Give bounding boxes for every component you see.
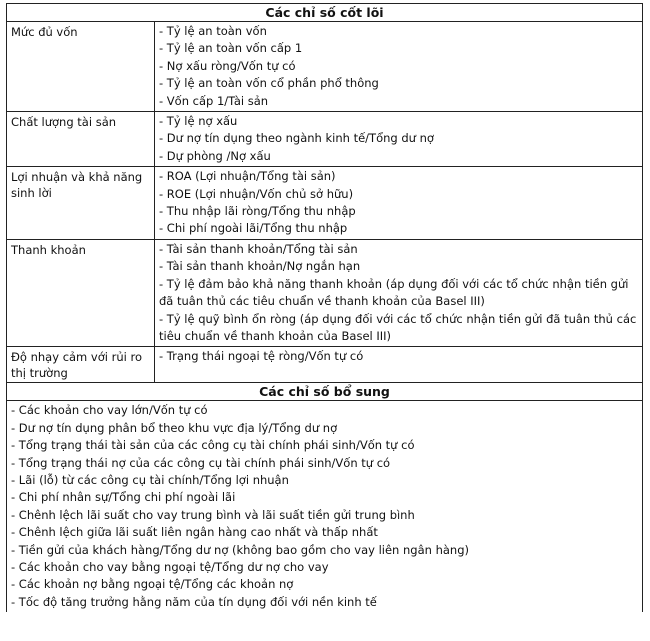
row-items [155,239,643,346]
list-item: - Dự phòng /Nợ xấu [159,148,271,163]
list-item: - Nợ xấu ròng/Vốn tự có [159,58,296,73]
list-item: - Tỷ lệ nợ xấu [159,114,238,129]
list-item: - Các khoản cho vay lớn/Vốn tự có [11,403,208,418]
table-row [7,239,643,346]
list-item: - Tỷ lệ an toàn vốn [159,24,267,38]
list-item: - Tài sản thanh khoản/Nợ ngắn hạn [159,259,361,274]
additional-header-row [7,383,643,401]
list-item: - Tỷ lệ an toàn vốn cổ phần phổ thông [159,76,379,91]
row-items [155,22,643,112]
list-item: - Thu nhập lãi ròng/Tổng thu nhập [159,204,356,219]
list-item: - Chi phí nhân sự/Tổng chi phí ngoài lãi [11,490,236,505]
list-item: - Chênh lệch lãi suất cho vay trung bình và lãi suất tiền gửi trung bình [11,507,415,522]
list-item: - Lãi (lỗ) từ các công cụ tài chính/Tổng lợi nhuận [11,472,289,487]
core-header-row [7,4,643,22]
list-item: - Vốn cấp 1/Tài sản [159,93,269,108]
table-row [7,112,643,167]
table-row [7,347,643,383]
list-item: - Chi phí ngoài lãi/Tổng thu nhập [159,221,348,236]
list-item: - Tỷ lệ quỹ bình ổn ròng (áp dụng đối với các tổ chức nhận tiền gửi đã tuân thủ các tiêu chuẩn về thanh khoản của Basel III) [159,311,637,343]
core-section-title: Các chỉ số cốt lõi [7,4,643,22]
additional-items [7,401,643,612]
row-label-asset-quality: Chất lượng tài sản [7,112,155,167]
indicators-table [6,3,643,612]
list-item: - Các khoản cho vay bằng ngoại tệ/Tổng dư nợ cho vay [11,559,329,574]
list-item: - ROE (Lợi nhuận/Vốn chủ sở hữu) [159,186,354,201]
additional-section-title: Các chỉ số bổ sung [7,383,643,401]
list-item: - Dư nợ tín dụng theo ngành kinh tế/Tổng dư nợ [159,131,434,146]
list-item: - Tiền gửi của khách hàng/Tổng dư nợ (không bao gồm cho vay liên ngân hàng) [11,542,469,557]
list-item: - Dư nợ tín dụng phân bổ theo khu vực địa lý/Tổng dư nợ [11,420,338,435]
row-items [155,347,643,383]
list-item: - Tỷ lệ đảm bảo khả năng thanh khoản (áp dụng đối với các tổ chức nhận tiền gửi đã tuân thủ các tiêu chuẩn về thanh khoản của Basel III) [159,276,629,309]
row-label-profitability: Lợi nhuận và khả năng sinh lời [7,167,155,240]
list-item: - Chênh lệch giữa lãi suất liên ngân hàng cao nhất và thấp nhất [11,525,378,540]
row-label-market-risk: Độ nhạy cảm với rủi ro thị trường [7,347,155,383]
row-label-capital-adequacy: Mức đủ vốn [7,22,155,112]
list-item: - Trạng thái ngoại tệ ròng/Vốn tự có [159,349,364,364]
list-item: - ROA (Lợi nhuận/Tổng tài sản) [159,169,336,184]
list-item: - Các khoản nợ bằng ngoại tệ/Tổng các khoản nợ [11,577,294,592]
list-item: - Tổng trạng thái nợ của các công cụ tài chính phái sinh/Vốn tự có [11,455,391,470]
list-item: - Tốc độ tăng trưởng hằng năm của tín dụng đối với nền kinh tế [11,594,377,609]
row-items [155,112,643,167]
list-item: - Tài sản thanh khoản/Tổng tài sản [159,241,358,256]
row-items [155,167,643,240]
table-row [7,401,643,612]
list-item: - Tỷ lệ an toàn vốn cấp 1 [159,41,303,56]
row-label-liquidity: Thanh khoản [7,239,155,346]
list-item: - Tổng trạng thái tài sản của các công cụ tài chính phái sinh/Vốn tự có [11,438,415,453]
table-row [7,167,643,240]
table-row [7,22,643,112]
